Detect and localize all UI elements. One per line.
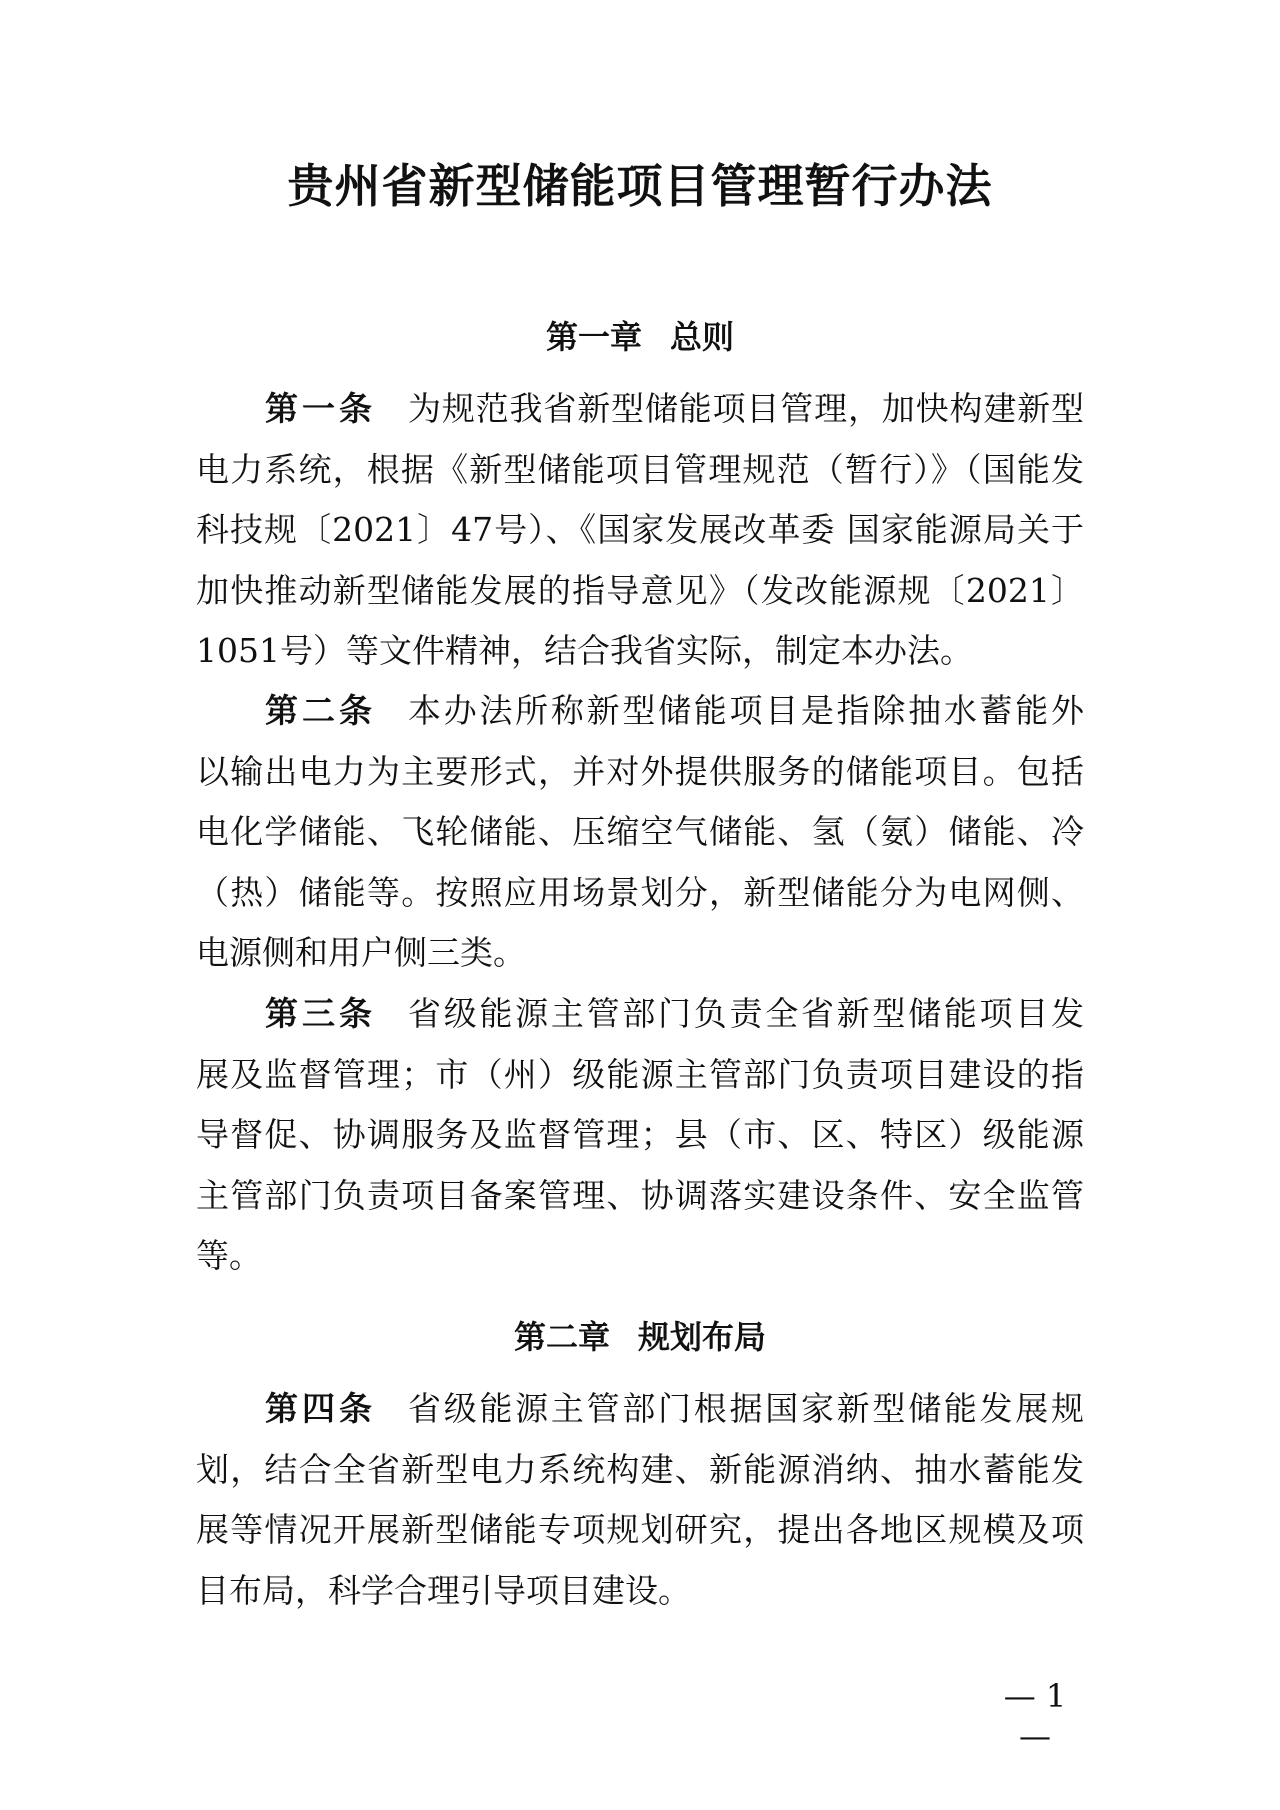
article-line: 科技规〔2021〕47号）、《国家发展改革委 国家能源局关于 <box>196 510 1084 549</box>
article-line: 电化学储能、飞轮储能、压缩空气储能、氢（氨）储能、冷 <box>196 812 1084 851</box>
article-text: 为规范我省新型储能项目管理，加快构建新型 <box>408 389 1084 428</box>
article-line: 等。 <box>196 1236 262 1275</box>
article-text: 省级能源主管部门负责全省新型储能项目发 <box>408 994 1084 1033</box>
article-line: 目布局，科学合理引导项目建设。 <box>196 1570 691 1610</box>
article-line: 导督促、协调服务及监督管理；县（市、区、特区）级能源 <box>196 1115 1084 1154</box>
article-first-line <box>265 1389 1084 1429</box>
chapter-number: 第二章 <box>513 1318 610 1356</box>
article-line: （热）储能等。按照应用场景划分，新型储能分为电网侧、 <box>196 872 1084 912</box>
article-label: 第三条 <box>265 994 376 1033</box>
chapter-heading-1 <box>0 317 1280 357</box>
chapter-heading-2 <box>0 1317 1280 1357</box>
article-first-line <box>265 994 1084 1034</box>
article-label: 第一条 <box>265 389 376 428</box>
article-line: 1051号）等文件精神，结合我省实际，制定本办法。 <box>196 631 973 670</box>
chapter-name: 总则 <box>670 318 735 356</box>
article-text: 省级能源主管部门根据国家新型储能发展规 <box>408 1389 1084 1428</box>
article-line: 主管部门负责项目备案管理、协调落实建设条件、安全监管 <box>196 1175 1084 1215</box>
article-line: 电源侧和用户侧三类。 <box>196 933 526 972</box>
article-line: 以输出电力为主要形式，并对外提供服务的储能项目。包括 <box>196 751 1084 791</box>
page-number: — 1 — <box>1003 1677 1067 1755</box>
article-text: 本办法所称新型储能项目是指除抽水蓄能外 <box>408 691 1084 730</box>
article-line: 电力系统，根据《新型储能项目管理规范（暂行）》（国能发 <box>196 449 1084 489</box>
article-first-line <box>265 389 1084 429</box>
article-line: 划，结合全省新型电力系统构建、新能源消纳、抽水蓄能发 <box>196 1449 1084 1489</box>
article-line: 展等情况开展新型储能专项规划研究，提出各地区规模及项 <box>196 1510 1084 1549</box>
article-label: 第二条 <box>265 691 376 730</box>
article-line: 加快推动新型储能发展的指导意见》（发改能源规〔2021〕 <box>196 570 1084 610</box>
article-first-line <box>265 691 1084 731</box>
article-line: 展及监督管理；市（州）级能源主管部门负责项目建设的指 <box>196 1054 1084 1094</box>
chapter-name: 规划布局 <box>638 1318 767 1356</box>
chapter-number: 第一章 <box>545 318 642 356</box>
document-title: 贵州省新型储能项目管理暂行办法 <box>287 159 993 213</box>
article-label: 第四条 <box>265 1389 376 1428</box>
